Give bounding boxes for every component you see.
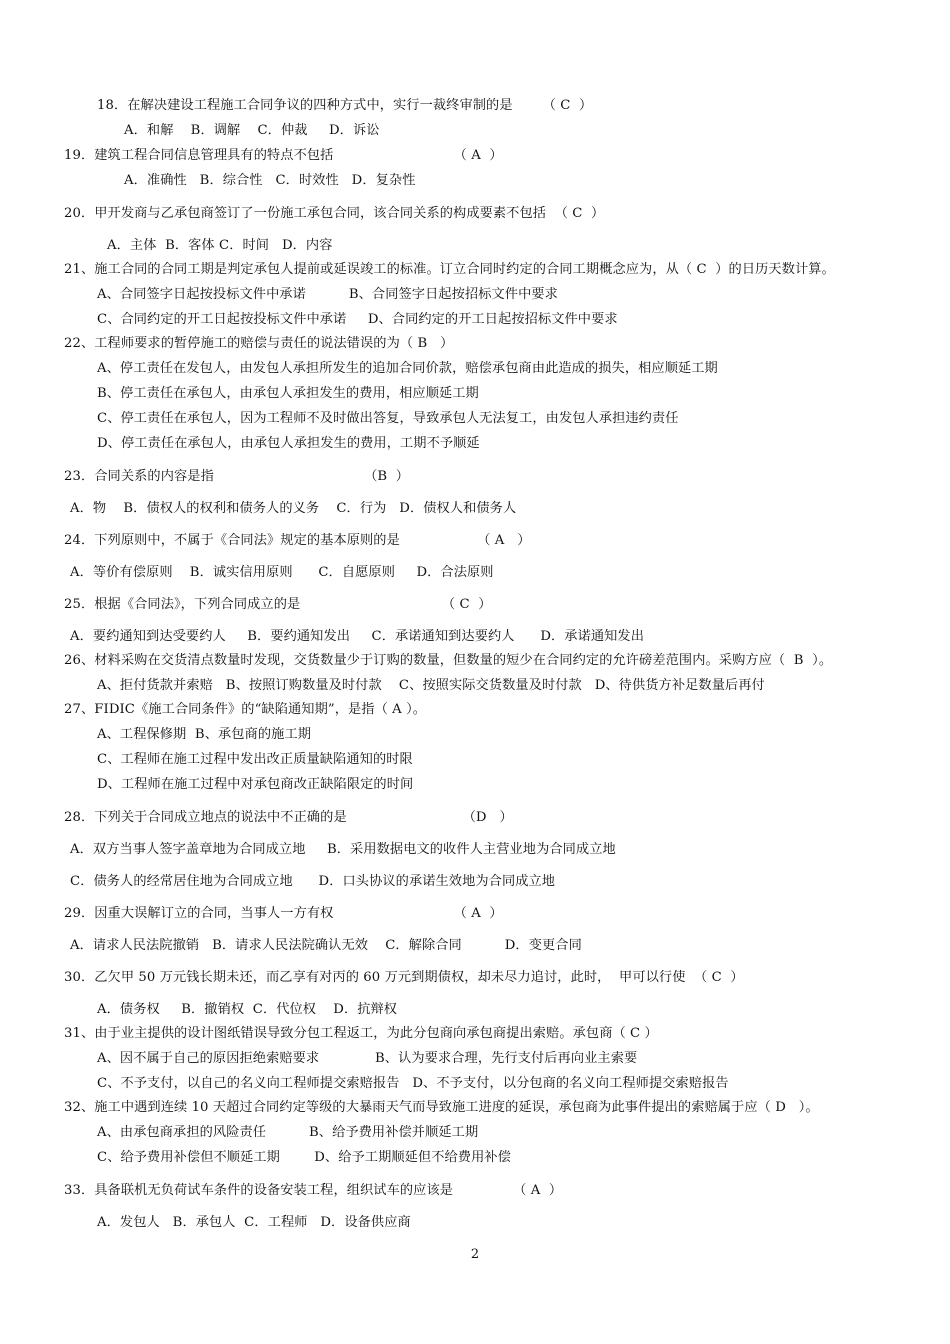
question-20-options: A．主体 B．客体 C．时间 D．内容	[107, 238, 333, 253]
question-32-options-cd: C、给予费用补偿但不顺延工期 D、给予工期顺延但不给费用补偿	[97, 1150, 511, 1165]
question-23: 23．合同关系的内容是指 （B ）	[64, 469, 410, 484]
question-33-options: A．发包人 B．承包人 C．工程师 D．设备供应商	[97, 1215, 411, 1230]
question-25: 25．根据《合同法》，下列合同成立的是 （ C ）	[64, 597, 492, 612]
question-26: 26、材料采购在交货清点数量时发现，交货数量少于订购的数量，但数量的短少在合同约定的允许磅差范围内。采购方应（ B ）。	[64, 653, 833, 668]
question-21: 21、施工合同的合同工期是判定承包人提前或延误竣工的标准。订立合同时约定的合同工期概念应为，从（ C ）的日历天数计算。	[64, 262, 835, 277]
question-29-options: A．请求人民法院撤销 B．请求人民法院确认无效 C．解除合同 D．变更合同	[70, 938, 582, 953]
question-32: 32、施工中遇到连续 10 天超过合同约定等级的大暴雨天气而导致施工进度的延误，承包商为此事件提出的索赔属于应（ D ）。	[64, 1100, 819, 1115]
question-31-options-cd: C、不予支付，以自己的名义向工程师提交索赔报告 D、不予支付，以分包商的名义向工程师提交索赔报告	[97, 1076, 729, 1091]
question-19: 19．建筑工程合同信息管理具有的特点不包括 （ A ）	[64, 148, 503, 163]
question-29: 29．因重大误解订立的合同，当事人一方有权 （ A ）	[64, 906, 503, 921]
question-25-options: A．要约通知到达受要约人 B．要约通知发出 C．承诺通知到达要约人 D．承诺通知发出	[70, 629, 645, 644]
question-21-options-cd: C、合同约定的开工日起按投标文件中承诺 D、合同约定的开工日起按招标文件中要求	[97, 312, 618, 327]
question-28-options-ab: A．双方当事人签字盖章地为合同成立地 B．采用数据电文的收件人主营业地为合同成立地	[70, 842, 616, 857]
page-number: 2	[470, 1247, 480, 1262]
question-23-options: A．物 B．债权人的权利和债务人的义务 C．行为 D．债权人和债务人	[70, 501, 517, 516]
question-22-option-c: C、停工责任在承包人，因为工程师不及时做出答复，导致承包人无法复工，由发包人承担违约责任	[97, 411, 679, 426]
question-26-options: A、拒付货款并索赔 B、按照订购数量及时付款 C、按照实际交货数量及时付款 D、待供货方补足数量后再付	[97, 678, 765, 693]
question-19-options: A．准确性 B．综合性 C．时效性 D．复杂性	[124, 173, 416, 188]
question-33: 33．具备联机无负荷试车条件的设备安装工程，组织试车的应该是 （ A ）	[64, 1183, 563, 1198]
question-30: 30．乙欠甲 50 万元钱长期未还，而乙享有对丙的 60 万元到期债权，却未尽力追讨，此时， 甲可以行使 （ C ）	[64, 970, 744, 985]
question-22: 22、工程师要求的暂停施工的赔偿与责任的说法错误的为（ B ）	[64, 336, 454, 351]
question-18-options: A．和解 B．调解 C．仲裁 D．诉讼	[124, 123, 380, 138]
question-28: 28．下列关于合同成立地点的说法中不正确的是 （D ）	[64, 810, 513, 825]
question-22-option-b: B、停工责任在承包人，由承包人承担发生的费用，相应顺延工期	[97, 386, 479, 401]
question-27-options-ab: A、工程保修期 B、承包商的施工期	[97, 727, 312, 742]
question-31: 31、由于业主提供的设计图纸错误导致分包工程返工，为此分包商向承包商提出索赔。承包商（ C ）	[64, 1026, 658, 1041]
question-22-option-d: D、停工责任在承包人，由承包人承担发生的费用，工期不予顺延	[97, 436, 480, 451]
question-31-options-ab: A、因不属于自己的原因拒绝索赔要求 B、认为要求合理，先行支付后再向业主索要	[97, 1051, 638, 1066]
question-24: 24．下列原则中，不属于《合同法》规定的基本原则的是 （ A ）	[64, 533, 531, 548]
question-27: 27、FIDIC《施工合同条件》的“缺陷通知期”，是指（ A ）。	[64, 702, 427, 717]
question-21-options-ab: A、合同签字日起按投标文件中承诺 B、合同签字日起按招标文件中要求	[97, 287, 558, 302]
question-27-option-c: C、工程师在施工过程中发出改正质量缺陷通知的时限	[97, 752, 413, 767]
question-32-options-ab: A、由承包商承担的风险责任 B、给予费用补偿并顺延工期	[97, 1125, 479, 1140]
question-30-options: A．债务权 B．撤销权 C．代位权 D．抗辩权	[97, 1002, 398, 1017]
question-27-option-d: D、工程师在施工过程中对承包商改正缺陷限定的时间	[97, 777, 414, 792]
question-18: 18．在解决建设工程施工合同争议的四种方式中，实行一裁终审制的是 （ C ）	[97, 98, 593, 113]
question-24-options: A．等价有偿原则 B．诚实信用原则 C．自愿原则 D．合法原则	[70, 565, 494, 580]
question-22-option-a: A、停工责任在发包人，由发包人承担所发生的追加合同价款，赔偿承包商由此造成的损失，相应顺延工期	[97, 361, 718, 376]
question-28-options-cd: C．债务人的经常居住地为合同成立地 D．口头协议的承诺生效地为合同成立地	[70, 874, 556, 889]
question-20: 20．甲开发商与乙承包商签订了一份施工承包合同，该合同关系的构成要素不包括 （ C ）	[64, 206, 605, 221]
